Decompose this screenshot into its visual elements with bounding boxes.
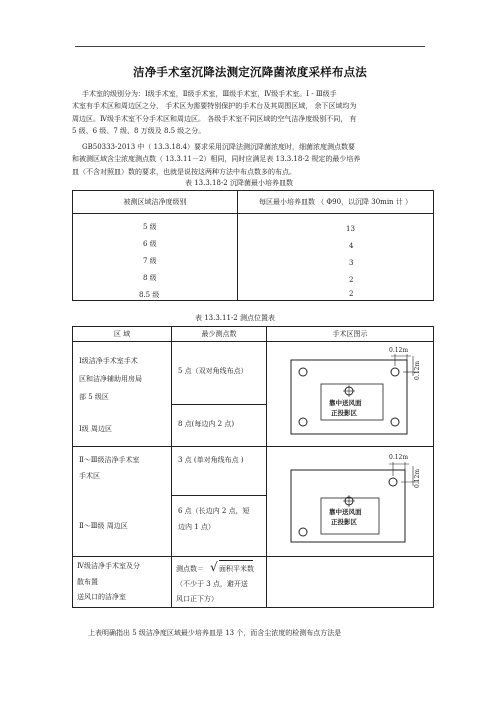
region-text: Ⅱ～Ⅲ级洁净手术室 xyxy=(79,456,140,464)
operating-area-rect xyxy=(291,470,405,542)
level-value: 8 级 xyxy=(143,274,157,282)
table2-points-cell xyxy=(172,342,267,447)
sampling-point-icon xyxy=(299,368,307,376)
region-text: Ⅳ级洁净手术室及分 xyxy=(77,562,140,570)
count-value: 13 xyxy=(346,225,355,233)
region-text: 散布置 xyxy=(77,578,98,586)
region-text: Ⅱ～Ⅲ级 周边区 xyxy=(79,522,128,530)
points-text: 5 点（双对角线布点） xyxy=(178,367,248,375)
dimension-label: 0.12m xyxy=(414,468,421,488)
dimension-label: 0.12m xyxy=(389,347,409,354)
count-value: 2 xyxy=(349,290,354,298)
sampling-point-icon xyxy=(299,418,307,426)
count-value: 3 xyxy=(349,259,354,267)
points-note: 风口正下方） xyxy=(176,595,218,603)
footer-text: 上表明确指出 5 级洁净度区域最少培养皿是 13 个，而含尘浓度的检测布点方法是 xyxy=(88,629,342,637)
intro-line: 术室有手术区和周边区之分， 手术区为需要特别保护的手术台及其周围区域， 余下区域均为 xyxy=(72,102,357,111)
table2-header-region: 区 域 xyxy=(73,327,172,342)
projection-label: 正投影区 xyxy=(331,409,357,417)
table1-counts-cell xyxy=(238,214,434,301)
region-text: Ⅰ级洁净手术室手术 xyxy=(79,357,138,365)
count-value: 2 xyxy=(349,276,354,284)
standard-paragraph xyxy=(72,141,432,178)
intro-line: 手术室的级别分为：Ⅰ级手术室，Ⅱ级手术室，Ⅲ级手术室，Ⅳ级手术室。Ⅰ - Ⅲ级手 xyxy=(82,90,337,98)
projection-label: 正投影区 xyxy=(331,518,357,526)
table2-header-diagram: 手术区图示 xyxy=(267,327,434,342)
table2-region-cell xyxy=(73,447,172,557)
projection-label: 靠中送风面 xyxy=(329,399,362,407)
region-text: Ⅰ级 周边区 xyxy=(79,425,112,433)
page-title: 洁净手术室沉降法测定沉降菌浓度采样布点法 xyxy=(133,65,367,79)
table1-caption: 表 13.3.18-2 沉降菌最小培养皿数 xyxy=(185,179,293,187)
sampling-point-icon xyxy=(391,418,399,426)
region-text: 送风口的洁净室 xyxy=(77,593,126,601)
sampling-point-icon xyxy=(389,478,397,486)
min-petri-dish-table xyxy=(72,190,434,301)
dimension-label: 0.12m xyxy=(414,360,421,380)
level-value: 6 级 xyxy=(143,240,157,248)
table1-header-level: 被测区域洁净度级别 xyxy=(73,191,238,214)
formula-radicand: 面积平米数 xyxy=(219,560,253,574)
table2-region-cell xyxy=(73,557,172,608)
air-supply-projection xyxy=(321,498,379,534)
intro-line: 周边区。Ⅳ级手术室不分手术区和周边区。 各级手术室不同区域的空气洁净度级别不同， 有 xyxy=(72,114,357,123)
region-text: 区和洁净辅助用房局 xyxy=(79,375,142,383)
region-text: 部 5 级区 xyxy=(79,393,109,401)
points-text: 6 点（长边内 2 点，短 xyxy=(178,507,250,515)
table2-region-cell xyxy=(73,342,172,447)
formula-prefix: 测点数＝ xyxy=(176,565,204,573)
standard-line: 皿（不含对照皿）数的要求，也就是说按这两种方法中布点数多的布点。 xyxy=(72,167,296,176)
table2-points-cell xyxy=(172,557,267,608)
points-text: 边内 1 点） xyxy=(178,523,215,531)
five-point-diagram xyxy=(285,344,425,444)
intro-line: 5 级、6 级、7 级、8 万级及 8.5 级之分。 xyxy=(72,126,206,135)
dimension-label: 0.12m xyxy=(389,454,409,461)
level-value: 7 级 xyxy=(143,257,157,265)
sampling-point-icon xyxy=(299,528,307,536)
count-value: 4 xyxy=(349,242,354,250)
three-point-diagram xyxy=(285,448,425,550)
points-text: 3 点 (单对角线布点 ) xyxy=(178,456,244,464)
region-text: 手术区 xyxy=(79,472,100,480)
sampling-point-icon xyxy=(391,368,399,376)
table2-diagram-cell xyxy=(267,557,434,608)
table1-header-count: 每区最小培养皿数 （ Φ90，以沉降 30min 计 ） xyxy=(238,191,434,214)
table2-caption: 表 13.3.11-2 测点位置表 xyxy=(195,314,275,322)
table1-levels-cell xyxy=(73,214,238,301)
sqrt-symbol: √ xyxy=(210,560,218,574)
standard-line: 和被测区域含尘浓度测点数（ 13.3.11－2）相同，同时应满足表 13.3.18-2 规定的最少培养 xyxy=(72,155,361,164)
standard-line: GB50333-2013 中（ 13.3.18.4）要求采用沉降法测沉降菌浓度时，细菌浓度测点数要 xyxy=(82,143,356,151)
level-value: 8.5 级 xyxy=(139,291,160,299)
points-note: （不少于 3 点，避开送 xyxy=(176,580,248,588)
intro-paragraph xyxy=(72,88,432,137)
table2-points-cell xyxy=(172,447,267,557)
level-value: 5 级 xyxy=(143,223,157,231)
points-text: 8 点(每边内 2 点) xyxy=(178,420,235,428)
projection-label: 靠中送风面 xyxy=(329,508,362,516)
header-rule xyxy=(75,46,425,47)
table2-header-points: 最少测点数 xyxy=(172,327,267,342)
